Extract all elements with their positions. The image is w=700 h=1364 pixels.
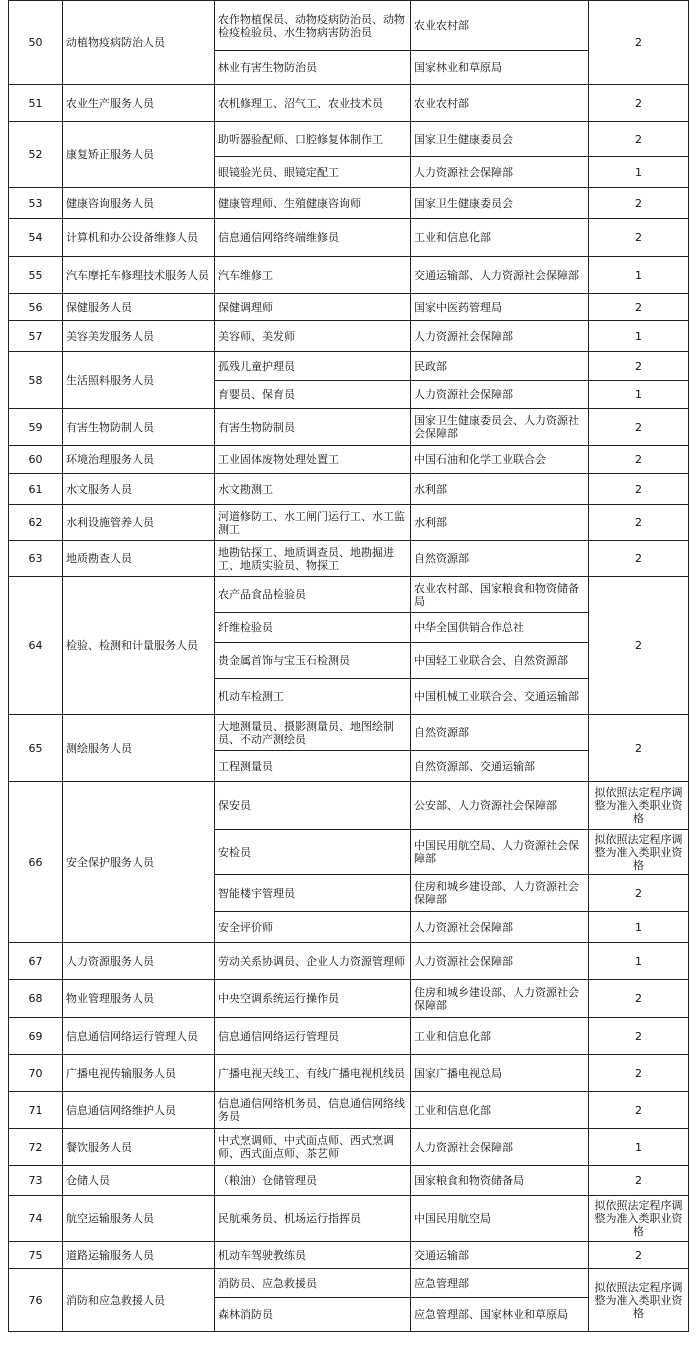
implementing-department: 国家卫生健康委员会 [411,122,589,157]
implementing-department: 农业农村部 [411,1,589,51]
table-row [9,1196,689,1242]
occupation-name: 贵金属首饰与宝玉石检测员 [215,643,411,679]
table-row [9,294,689,321]
occupation-category: 检验、检测和计量服务人员 [63,577,215,715]
occupation-name: 保健调理师 [215,294,411,321]
occupation-name: 健康管理师、生殖健康咨询师 [215,188,411,219]
implementing-department: 应急管理部、国家林业和草原局 [411,1298,589,1332]
occupation-name: （粮油）仓储管理员 [215,1166,411,1196]
row-number: 54 [9,219,63,257]
row-number: 55 [9,257,63,294]
occupation-category: 物业管理服务人员 [63,980,215,1018]
occupation-name: 安检员 [215,830,411,875]
implementing-department: 工业和信息化部 [411,1018,589,1055]
row-number: 59 [9,409,63,446]
implementing-department: 中国机械工业联合会、交通运输部 [411,679,589,715]
occupation-name: 森林消防员 [215,1298,411,1332]
table-row [9,474,689,505]
table-row [9,446,689,474]
qualification-level: 2 [589,1242,689,1269]
occupation-name: 机动车检测工 [215,679,411,715]
implementing-department: 公安部、人力资源社会保障部 [411,782,589,830]
table-row [9,980,689,1018]
row-number: 65 [9,715,63,782]
table-row [9,352,689,381]
occupation-category: 计算机和办公设备维修人员 [63,219,215,257]
row-number: 56 [9,294,63,321]
implementing-department: 人力资源社会保障部 [411,321,589,352]
table-row [9,1092,689,1129]
occupation-name: 中式烹调师、中式面点师、西式烹调师、西式面点师、茶艺师 [215,1129,411,1166]
implementing-department: 国家广播电视总局 [411,1055,589,1092]
row-number: 69 [9,1018,63,1055]
occupation-name: 安全评价师 [215,912,411,943]
qualification-level: 2 [589,577,689,715]
occupation-name: 纤维检验员 [215,613,411,643]
occupation-name: 农机修理工、沼气工、农业技术员 [215,85,411,122]
qualification-level: 2 [589,541,689,577]
qualification-level: 2 [589,474,689,505]
occupation-category: 人力资源服务人员 [63,943,215,980]
qualification-level: 2 [589,409,689,446]
implementing-department: 水利部 [411,474,589,505]
table-row [9,577,689,613]
table-row [9,122,689,157]
occupation-category: 美容美发服务人员 [63,321,215,352]
implementing-department: 人力资源社会保障部 [411,381,589,409]
occupation-category: 汽车摩托车修理技术服务人员 [63,257,215,294]
qualification-level: 2 [589,715,689,782]
qualification-level: 2 [589,446,689,474]
row-number: 70 [9,1055,63,1092]
qualification-level: 2 [589,1092,689,1129]
occupation-category: 信息通信网络运行管理人员 [63,1018,215,1055]
implementing-department: 中华全国供销合作总社 [411,613,589,643]
occupation-name: 信息通信网络机务员、信息通信网络线务员 [215,1092,411,1129]
table-row [9,1018,689,1055]
occupation-name: 农作物植保员、动物疫病防治员、动物检疫检验员、水生物病害防治员 [215,1,411,51]
table-row [9,1166,689,1196]
occupation-name: 劳动关系协调员、企业人力资源管理师 [215,943,411,980]
implementing-department: 国家中医药管理局 [411,294,589,321]
occupation-name: 广播电视天线工、有线广播电视机线员 [215,1055,411,1092]
row-number: 68 [9,980,63,1018]
implementing-department: 住房和城乡建设部、人力资源社会保障部 [411,980,589,1018]
occupation-name: 孤残儿童护理员 [215,352,411,381]
occupation-name: 大地测量员、摄影测量员、地图绘制员、不动产测绘员 [215,715,411,751]
occupation-category: 水利设施管养人员 [63,505,215,541]
qualification-level: 2 [589,219,689,257]
occupation-name: 消防员、应急救援员 [215,1269,411,1298]
implementing-department: 人力资源社会保障部 [411,912,589,943]
occupation-category: 康复矫正服务人员 [63,122,215,188]
occupation-name: 信息通信网络终端维修员 [215,219,411,257]
row-number: 72 [9,1129,63,1166]
implementing-department: 自然资源部 [411,541,589,577]
qualification-level: 1 [589,321,689,352]
qualification-level: 2 [589,1018,689,1055]
implementing-department: 交通运输部 [411,1242,589,1269]
occupation-category: 仓储人员 [63,1166,215,1196]
qualification-level: 拟依照法定程序调整为准入类职业资格 [589,1269,689,1332]
implementing-department: 民政部 [411,352,589,381]
implementing-department: 农业农村部 [411,85,589,122]
implementing-department: 中国民用航空局、人力资源社会保障部 [411,830,589,875]
occupation-category: 农业生产服务人员 [63,85,215,122]
occupation-name: 美容师、美发师 [215,321,411,352]
qualification-level: 2 [589,85,689,122]
implementing-department: 住房和城乡建设部、人力资源社会保障部 [411,875,589,912]
table-row [9,188,689,219]
row-number: 61 [9,474,63,505]
occupation-name: 智能楼宇管理员 [215,875,411,912]
implementing-department: 人力资源社会保障部 [411,157,589,188]
table-row [9,85,689,122]
occupation-name: 农产品食品检验员 [215,577,411,613]
occupation-name: 助听器验配师、口腔修复体制作工 [215,122,411,157]
qualification-level: 1 [589,257,689,294]
qualification-level: 2 [589,294,689,321]
occupation-category: 动植物疫病防治人员 [63,1,215,85]
row-number: 52 [9,122,63,188]
implementing-department: 中国石油和化学工业联合会 [411,446,589,474]
qualification-level: 1 [589,157,689,188]
occupation-name: 水文勘测工 [215,474,411,505]
qualification-level: 拟依照法定程序调整为准入类职业资格 [589,1196,689,1242]
occupation-name: 保安员 [215,782,411,830]
implementing-department: 自然资源部 [411,715,589,751]
row-number: 76 [9,1269,63,1332]
table-row [9,782,689,830]
row-number: 64 [9,577,63,715]
occupation-name: 有害生物防制员 [215,409,411,446]
table-row [9,257,689,294]
occupation-category: 环境治理服务人员 [63,446,215,474]
occupation-table-sheet [8,0,688,1332]
implementing-department: 中国轻工业联合会、自然资源部 [411,643,589,679]
row-number: 71 [9,1092,63,1129]
row-number: 53 [9,188,63,219]
qualification-level: 2 [589,188,689,219]
occupation-name: 机动车驾驶教练员 [215,1242,411,1269]
occupation-name: 工程测量员 [215,751,411,782]
row-number: 63 [9,541,63,577]
occupation-name: 眼镜验光员、眼镜定配工 [215,157,411,188]
row-number: 74 [9,1196,63,1242]
qualification-level: 1 [589,912,689,943]
occupation-name: 林业有害生物防治员 [215,51,411,85]
qualification-level: 1 [589,1129,689,1166]
occupation-name: 信息通信网络运行管理员 [215,1018,411,1055]
implementing-department: 自然资源部、交通运输部 [411,751,589,782]
table-row [9,409,689,446]
implementing-department: 交通运输部、人力资源社会保障部 [411,257,589,294]
occupation-table-body [9,1,689,1332]
qualification-level: 2 [589,1,689,85]
table-row [9,943,689,980]
row-number: 73 [9,1166,63,1196]
row-number: 51 [9,85,63,122]
implementing-department: 国家粮食和物资储备局 [411,1166,589,1196]
table-row [9,1269,689,1298]
table-row [9,321,689,352]
implementing-department: 农业农村部、国家粮食和物资储备局 [411,577,589,613]
qualification-level: 1 [589,381,689,409]
occupation-table [8,0,689,1332]
implementing-department: 中国民用航空局 [411,1196,589,1242]
table-row [9,219,689,257]
qualification-level: 拟依照法定程序调整为准入类职业资格 [589,830,689,875]
row-number: 50 [9,1,63,85]
occupation-category: 测绘服务人员 [63,715,215,782]
qualification-level: 2 [589,505,689,541]
row-number: 62 [9,505,63,541]
implementing-department: 国家卫生健康委员会 [411,188,589,219]
occupation-category: 地质勘查人员 [63,541,215,577]
implementing-department: 人力资源社会保障部 [411,943,589,980]
table-row [9,1242,689,1269]
implementing-department: 国家林业和草原局 [411,51,589,85]
occupation-category: 水文服务人员 [63,474,215,505]
row-number: 75 [9,1242,63,1269]
occupation-name: 工业固体废物处理处置工 [215,446,411,474]
implementing-department: 国家卫生健康委员会、人力资源社会保障部 [411,409,589,446]
qualification-level: 拟依照法定程序调整为准入类职业资格 [589,782,689,830]
row-number: 58 [9,352,63,409]
occupation-category: 餐饮服务人员 [63,1129,215,1166]
qualification-level: 2 [589,122,689,157]
implementing-department: 工业和信息化部 [411,219,589,257]
implementing-department: 工业和信息化部 [411,1092,589,1129]
qualification-level: 2 [589,352,689,381]
qualification-level: 2 [589,875,689,912]
occupation-category: 道路运输服务人员 [63,1242,215,1269]
occupation-category: 生活照料服务人员 [63,352,215,409]
table-row [9,715,689,751]
occupation-category: 消防和应急救援人员 [63,1269,215,1332]
table-row [9,1,689,51]
occupation-name: 汽车维修工 [215,257,411,294]
qualification-level: 1 [589,943,689,980]
occupation-name: 育婴员、保育员 [215,381,411,409]
qualification-level: 2 [589,980,689,1018]
row-number: 57 [9,321,63,352]
table-row [9,1055,689,1092]
occupation-category: 信息通信网络维护人员 [63,1092,215,1129]
occupation-category: 保健服务人员 [63,294,215,321]
occupation-category: 安全保护服务人员 [63,782,215,943]
occupation-category: 有害生物防制人员 [63,409,215,446]
row-number: 67 [9,943,63,980]
row-number: 60 [9,446,63,474]
implementing-department: 水利部 [411,505,589,541]
occupation-category: 健康咨询服务人员 [63,188,215,219]
qualification-level: 2 [589,1055,689,1092]
table-row [9,505,689,541]
implementing-department: 应急管理部 [411,1269,589,1298]
occupation-name: 中央空调系统运行操作员 [215,980,411,1018]
row-number: 66 [9,782,63,943]
occupation-category: 广播电视传输服务人员 [63,1055,215,1092]
table-row [9,541,689,577]
occupation-name: 河道修防工、水工闸门运行工、水工监测工 [215,505,411,541]
occupation-category: 航空运输服务人员 [63,1196,215,1242]
occupation-name: 地勘钻探工、地质调查员、地勘掘进工、地质实验员、物探工 [215,541,411,577]
qualification-level: 2 [589,1166,689,1196]
implementing-department: 人力资源社会保障部 [411,1129,589,1166]
occupation-name: 民航乘务员、机场运行指挥员 [215,1196,411,1242]
table-row [9,1129,689,1166]
